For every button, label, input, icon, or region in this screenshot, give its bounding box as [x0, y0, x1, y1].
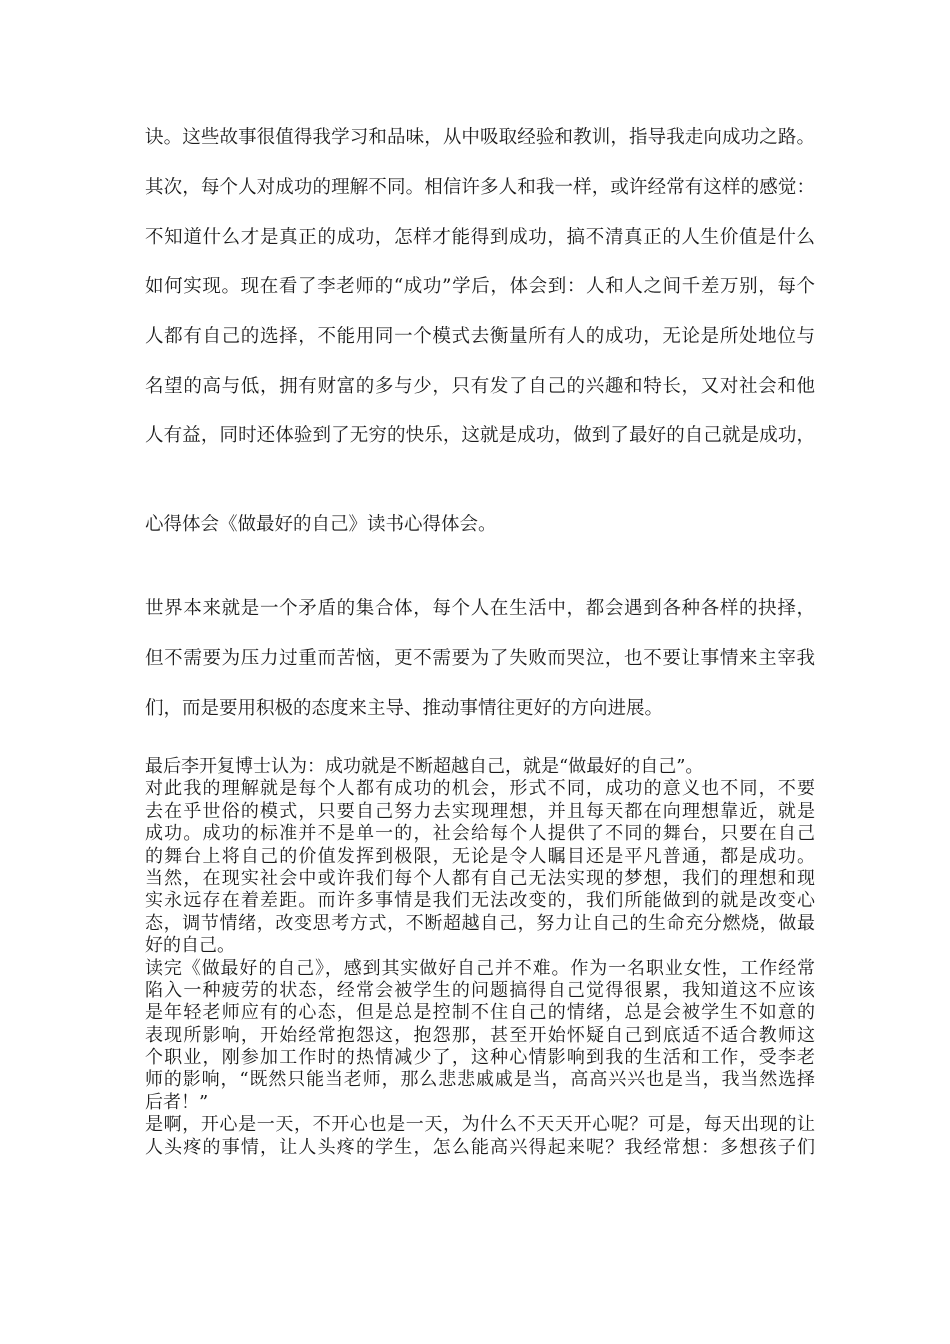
paragraph-line: 世界本来就是一个矛盾的集合体，每个人在生活中，都会遇到各种各样的抉择，: [145, 598, 815, 619]
paragraph-line: 诀。这些故事很值得我学习和品味，从中吸取经验和教训，指导我走向成功之路。: [145, 127, 815, 148]
paragraph-line: 是年轻老师应有的心态，但是总是控制不住自己的情绪，总是会被学生不如意的: [145, 1002, 815, 1024]
paragraph-line: 人有益，同时还体验到了无穷的快乐，这就是成功，做到了最好的自己就是成功，: [145, 425, 815, 446]
paragraph-line: 态，调节情绪，改变思考方式，不断超越自己，努力让自己的生命充分燃烧，做最: [145, 912, 815, 934]
paragraph-line: 成功。成功的标准并不是单一的，社会给每个人提供了不同的舞台，只要在自己: [145, 823, 815, 845]
paragraph-line: 当然，在现实社会中或许我们每个人都有自己无法实现的梦想，我们的理想和现: [145, 867, 815, 889]
paragraph-line: 读完《做最好的自己》，感到其实做好自己并不难。作为一名职业女性，工作经常: [145, 957, 815, 979]
paragraph-line: 最后李开复博士认为：成功就是不断超越自己，就是“做最好的自己”。: [145, 756, 704, 777]
paragraph-line: 去在乎世俗的模式，只要自己努力去实现理想，并且每天都在向理想靠近，就是: [145, 800, 815, 822]
paragraph-line: 实永远存在着差距。而许多事情是我们无法改变的，我们所能做到的就是改变心: [145, 890, 815, 912]
paragraph-line: 陷入一种疲劳的状态，经常会被学生的问题搞得自己觉得很累，我知道这不应该: [145, 979, 815, 1001]
paragraph-line: 名望的高与低，拥有财富的多与少，只有发了自己的兴趣和特长，又对社会和他: [145, 376, 815, 397]
paragraph-line: 人头疼的事情，让人头疼的学生，怎么能高兴得起来呢？我经常想：多想孩子们: [145, 1136, 815, 1158]
paragraph-line: 们，而是要用积极的态度来主导、推动事情往更好的方向进展。: [145, 698, 664, 719]
paragraph-line: 其次，每个人对成功的理解不同。相信许多人和我一样，或许经常有这样的感觉：: [145, 177, 815, 198]
dense-paragraph-block: [145, 756, 815, 1159]
paragraph-line: 表现所影响，开始经常抱怨这，抱怨那，甚至开始怀疑自己到底适不适合教师这: [145, 1024, 815, 1046]
paragraph-line: 人都有自己的选择，不能用同一个模式去衡量所有人的成功，无论是所处地位与: [145, 326, 815, 347]
section-heading: 心得体会《做最好的自己》读书心得体会。: [145, 514, 497, 535]
paragraph-line: 师的影响，“既然只能当老师，那么悲悲戚戚是当，高高兴兴也是当，我当然选择: [145, 1069, 815, 1091]
paragraph-line: 如何实现。现在看了李老师的“成功”学后，体会到：人和人之间千差万别，每个: [145, 276, 815, 297]
paragraph-line: 是啊，开心是一天，不开心也是一天，为什么不天天开心呢？可是，每天出现的让: [145, 1114, 815, 1136]
paragraph-line: 的舞台上将自己的价值发挥到极限，无论是令人瞩目还是平凡普通，都是成功。: [145, 845, 815, 867]
paragraph-line: 但不需要为压力过重而苦恼，更不需要为了失败而哭泣，也不要让事情来主宰我: [145, 648, 815, 669]
paragraph-line: 个职业，刚参加工作时的热情减少了，这种心情影响到我的生活和工作，受李老: [145, 1047, 815, 1069]
paragraph-line: 对此我的理解就是每个人都有成功的机会，形式不同，成功的意义也不同，不要: [145, 778, 815, 800]
paragraph-line: 后者！”: [145, 1091, 209, 1113]
paragraph-line: 好的自己。: [145, 935, 235, 957]
paragraph-line: 不知道什么才是真正的成功，怎样才能得到成功，搞不清真正的人生价值是什么: [145, 227, 815, 248]
